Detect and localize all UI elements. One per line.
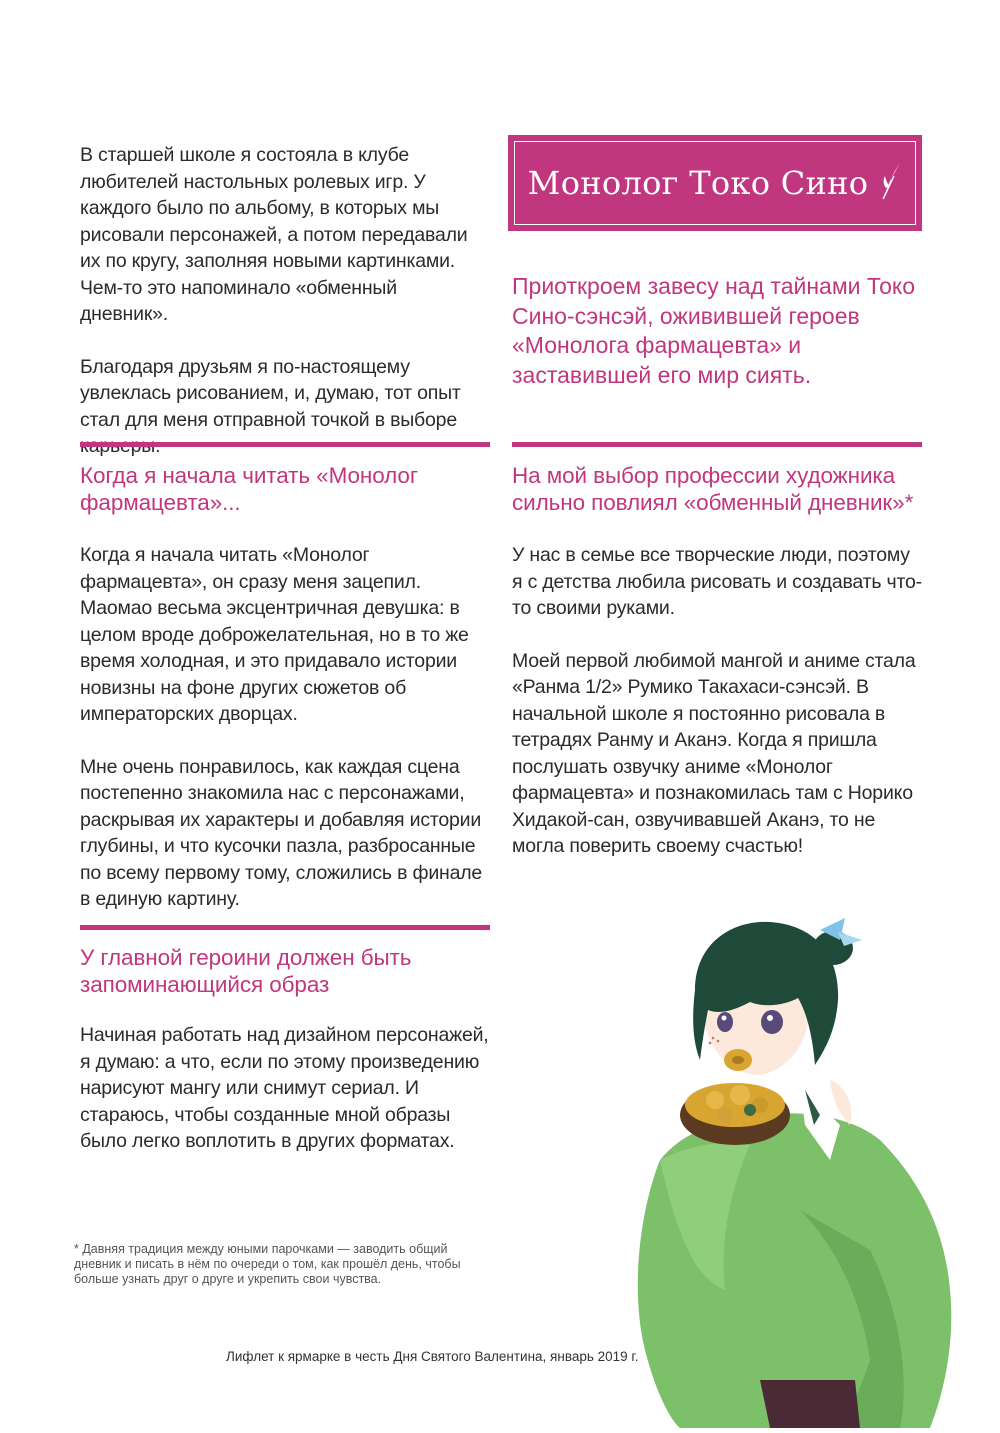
feather-icon (880, 162, 902, 205)
reading-paragraph-2: Мне очень понравилось, как каждая сцена постепенно знакомила нас с персонажами, раскрывая их характеры и добавляя истории глубины, и что кусочки пазла, разбросанные по всему первому тому, сложились в финале в единую картину. (80, 755, 483, 910)
character-illustration (600, 910, 1000, 1428)
title-banner (508, 135, 922, 231)
section-heroine-body (80, 1022, 490, 1155)
intro-paragraph-2: Благодаря друзьям я по-настоящему увлеклась рисованием, и, думаю, тот опыт стал для меня отправной точкой в выборе (80, 355, 461, 431)
section-diary-body (512, 542, 922, 860)
diary-paragraph-2: Моей первой любимой мангой и аниме стала «Ранма 1/2» Румико Такахаси-сэнсэй. В начальной школе я постоянно рисовала в тетрадях Ранму и Аканэ. Когда я пришла послушать озвучку аниме «Монолог фармацевта» и познакомилась там с Норико Хидакой-сан, озвучивавшей Аканэ, то не могла поверить своему счастью! (512, 649, 916, 857)
intro-paragraph-1: В старшей школе я состояла в клубе любителей настольных ролевых игр. У каждого было по альбому, в которых мы рисовали персонажей, а потом передавали их по кругу, заполняя новыми картинками. Чем-то это напоминало «обменный дневник». (80, 144, 468, 325)
page-title: Монолог Токо Сино (527, 164, 869, 202)
divider (80, 925, 490, 930)
divider (512, 442, 922, 447)
intro-block (80, 142, 490, 460)
section-heading-reading: Когда я начала читать «Монолог фармацевта»... (80, 463, 418, 515)
section-reading-body (80, 542, 490, 913)
heroine-paragraph-1: Начиная работать над дизайном персонажей, я думаю: а что, если по этому произведению нарисуют мангу или снимут сериал. И стараюсь, чтобы созданные мной образы было легко воплотить в других форматах. (80, 1024, 489, 1152)
section-heading-diary: На мой выбор профессии художника сильно повлиял «обменный дневник»* (512, 463, 914, 515)
lead-text: Приоткроем завесу над тайнами Токо Сино-сэнсэй, оживившей героев «Монолога фармацевта» и заставившей его мир сиять. (512, 273, 916, 388)
divider (80, 442, 490, 447)
section-heading-heroine: У главной героини должен быть запоминающийся образ (80, 945, 412, 997)
footer-caption: Лифлет к ярмарке в честь Дня Святого Валентина, январь 2019 г. (226, 1349, 639, 1364)
reading-paragraph-1: Когда я начала читать «Монолог фармацевта», он сразу меня зацепил. Маомао весьма эксцентричная девушка: в целом вроде доброжелательная, но в то же время холодная, и это придавало истории новизны на фоне других сюжетов об императорских дворцах. (80, 544, 469, 725)
diary-paragraph-1: У нас в семье все творческие люди, поэтому я с детства любила рисовать и создавать что-то своими руками. (512, 544, 922, 619)
footnote: * Давняя традиция между юными парочками — заводить общий дневник и писать в нём по очереди о том, как прошёл день, чтобы больше узнать друг о друге и укрепить свои чувства. (74, 1242, 461, 1286)
